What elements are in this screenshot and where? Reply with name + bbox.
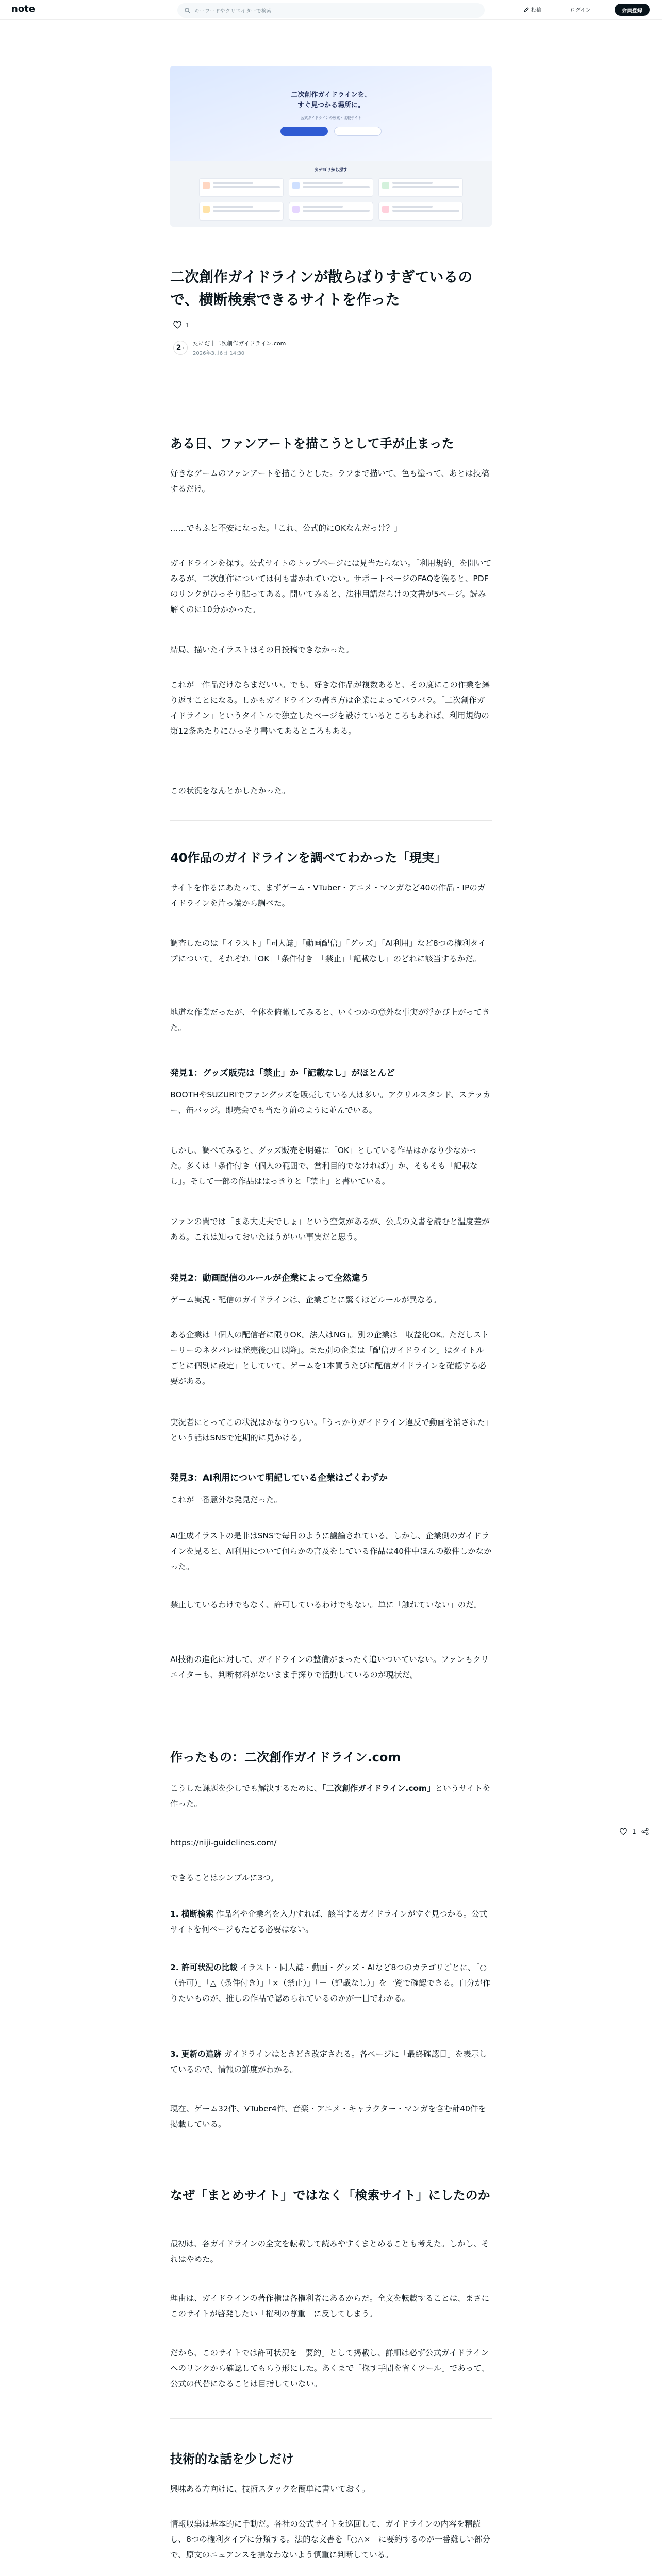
paragraph: BOOTHやSUZURIでファングッズを販売している人は多い。アクリルスタンド、ステッカー、缶バッジ。即売会でも当たり前のように並んでいる。: [170, 1090, 491, 1115]
publish-date: 2026年3月6日 14:30: [193, 351, 245, 357]
paragraph: 理由は、ガイドラインの著作権は各権利者にあるからだ。全文を転載することは、まさにこのサイトが啓発したい「権利の尊重」に反してしまう。: [170, 2294, 490, 2318]
hero-image: [170, 66, 492, 227]
section-heading: 作ったもの：二次創作ガイドライン.com: [170, 1750, 401, 1765]
paragraph: 現在、ゲーム32件、VTuber4件、音楽・アニメ・キャラクター・マンガを含む計40件を掲載している。: [170, 2104, 487, 2129]
hero-card: [289, 178, 373, 197]
heart-icon[interactable]: [620, 1828, 627, 1835]
feature-item: 3. 更新の追跡 ガイドラインはときどき改定される。各ページに「最終確認日」を表示しているので、情報の鮮度がわかる。: [170, 2049, 487, 2074]
paragraph: これが一番意外な発見だった。: [170, 1495, 283, 1504]
paragraph: AI生成イラストの是非はSNSで毎日のように議論されている。しかし、企業側のガイドラインを見ると、AI利用について何らかの言及をしている作品は40件中ほんの数件しかなかった。: [170, 1531, 492, 1571]
paragraph: 情報収集は基本的に手動だ。各社の公式サイトを巡回して、ガイドラインの内容を精読し、8つの権利タイプに分類する。法的な文書を「○△×」に要約するのが一番難しい部分で、原文のニュアンスを損なわないよう慎重に判断している。: [170, 2519, 491, 2560]
search-icon: [185, 8, 190, 13]
heart-icon[interactable]: [173, 321, 181, 329]
feature-item: 1. 横断検索 作品名や企業名を入力すれば、該当するガイドラインがすぐ見つかる。公式サイトを何ページもたどる必要はない。: [170, 1909, 488, 1934]
divider: [170, 820, 492, 821]
article-title: 二次創作ガイドラインが散らばりすぎているので、横断検索できるサイトを作った: [170, 268, 473, 308]
author-name[interactable]: たにだ｜二次創作ガイドライン.com: [193, 340, 286, 347]
section-heading: なぜ「まとめサイト」ではなく「検索サイト」にしたのか: [170, 2188, 490, 2202]
section-heading: ある日、ファンアートを描こうとして手が止まった: [170, 436, 454, 451]
site-url-link[interactable]: https://niji-guidelines.com/: [170, 1838, 277, 1848]
paragraph: サイトを作るにあたって、まずゲーム・VTuber・アニメ・マンガなど40の作品・IPのガイドラインを片っ端から調べた。: [170, 883, 486, 908]
login-link[interactable]: ログイン: [570, 8, 591, 13]
paragraph: しかし、調べてみると、グッズ販売を明確に「OK」としている作品はかなり少なかった。多くは「条件付き（個人の範囲で、営利目的でなければ）」か、そもそも「記載なし」。そして一部の作品ははっきりと「禁止」と書いている。: [170, 1146, 478, 1186]
hero-card: [378, 202, 463, 221]
avatar[interactable]: 2 +: [173, 341, 188, 355]
hero-card: [378, 178, 463, 197]
paragraph: ある企業は「個人の配信者に限りOK。法人はNG」。別の企業は「収益化OK。ただしストーリーのネタバレは発売後○日以降」。また別の企業は「配信ガイドライン」はタイトルごとに個別に設定」としていて、ゲームを1本買うたびに配信ガイドラインを確認する必要がある。: [170, 1330, 489, 1386]
hero-section-label: カテゴリから探す: [315, 167, 347, 172]
subsection-heading: 発見1：グッズ販売は「禁止」か「記載なし」がほとんど: [170, 1068, 395, 1078]
paragraph: ゲーム実況・配信のガイドラインは、企業ごとに驚くほどルールが異なる。: [170, 1295, 441, 1304]
like-area: [173, 321, 190, 329]
share-icon[interactable]: [641, 1828, 649, 1835]
search-input[interactable]: [177, 3, 485, 18]
paragraph: 最初は、各ガイドラインの全文を転載して読みやすくまとめることも考えた。しかし、それはやめた。: [170, 2239, 490, 2264]
hero-title-line1: 二次創作ガイドラインを、: [291, 91, 371, 99]
signup-button[interactable]: 会員登録: [615, 4, 650, 16]
pen-icon: [524, 7, 529, 12]
paragraph: だから、このサイトでは許可状況を「要約」として掲載し、詳細は必ず公式ガイドラインへのリンクから確認してもらう形にした。あくまで「探す手間を省くツール」であって、公式の代替になることは目指していない。: [170, 2348, 489, 2388]
hero-pill-secondary: [334, 127, 382, 136]
note-logo[interactable]: note: [11, 4, 35, 14]
subsection-heading: 発見3：AI利用について明記している企業はごくわずか: [170, 1473, 388, 1483]
paragraph: 地道な作業だったが、全体を俯瞰してみると、いくつかの意外な事実が浮かび上がってきた。: [170, 1008, 490, 1032]
feature-item: 2. 許可状況の比較 イラスト・同人誌・動画・グッズ・AIなど8つのカテゴリごとに、「○（許可）」「△（条件付き）」「×（禁止）」「－（記載なし）」を一覧で確認できる。自分が作りたいものが、推しの作品で認められているのかが一目でわかる。: [170, 1963, 491, 2003]
site-name: 「二次創作ガイドライン.com」: [322, 1784, 435, 1793]
floating-actions: [620, 1828, 649, 1835]
hero-card: [199, 178, 284, 197]
paragraph: 禁止しているわけでもなく、許可しているわけでもない。単に「触れていない」のだ。: [170, 1600, 482, 1609]
top-navigation-bar: [0, 0, 662, 20]
hero-category-grid: [199, 178, 463, 221]
paragraph: 興味ある方向けに、技術スタックを簡単に書いておく。: [170, 2484, 370, 2494]
paragraph: これが一作品だけならまだいい。でも、好きな作品が複数あると、その度にこの作業を繰り返すことになる。しかもガイドラインの書き方は企業によってバラバラ。「二次創作ガイドライン」というタイトルで独立したページを設けているところもあれば、利用規約の第12条あたりにひっそり書いてあるところもある。: [170, 680, 490, 736]
paragraph: 実況者にとってこの状況はかなりつらい。「うっかりガイドライン違反で動画を消された」という話はSNSで定期的に見かける。: [170, 1418, 489, 1443]
side-like-count: 1: [632, 1828, 636, 1835]
paragraph: 調査したのは「イラスト」「同人誌」「動画配信」「グッズ」「AI利用」など8つの権利タイプについて。それぞれ「OK」「条件付き」「禁止」「記載なし」のどれに該当するかだ。: [170, 939, 486, 963]
hero-card: [289, 202, 373, 221]
hero-title-line2: すぐ見つかる場所に。: [297, 101, 365, 109]
paragraph: この状況をなんとかしたかった。: [170, 786, 290, 795]
author-info[interactable]: [173, 339, 286, 357]
paragraph: できることはシンプルに3つ。: [170, 1873, 278, 1883]
divider: [170, 2418, 492, 2419]
post-label: 投稿: [531, 8, 541, 13]
paragraph: ファンの間では「まあ大丈夫でしょ」という空気があるが、公式の文書を読むと温度差がある。これは知っておいたほうがいい事実だと思う。: [170, 1217, 490, 1242]
paragraph: 好きなゲームのファンアートを描こうとした。ラフまで描いて、色も塗って、あとは投稿するだけ。: [170, 469, 489, 494]
paragraph: こうした課題を少しでも解決するために、「二次創作ガイドライン.com」というサイトを作った。: [170, 1784, 491, 1808]
hero-banner: [170, 66, 492, 161]
hero-pill-primary: [280, 127, 328, 136]
hero-subtitle: 公式ガイドラインの検索・比較サイト: [300, 116, 362, 120]
search-placeholder: キーワードやクリエイターで検索: [194, 8, 272, 14]
paragraph: ……でもふと不安になった。「これ、公式的にOKなんだっけ？」: [170, 523, 402, 533]
subsection-heading: 発見2：動画配信のルールが企業によって全然違う: [170, 1273, 369, 1283]
paragraph: 結局、描いたイラストはその日投稿できなかった。: [170, 645, 354, 654]
paragraph: AI技術の進化に対して、ガイドラインの整備がまったく追いついていない。ファンもクリエイターも、判断材料がないまま手探りで活動しているのが現状だ。: [170, 1655, 489, 1680]
like-count: 1: [186, 321, 190, 329]
section-heading: 技術的な話を少しだけ: [170, 2452, 294, 2466]
hero-card: [199, 202, 284, 221]
paragraph: ガイドラインを探す。公式サイトのトップページには見当たらない。「利用規約」を開いてみるが、二次創作については何も書かれていない。サポートページのFAQを漁ると、PDFのリンクがひっそり貼ってある。開いてみると、法律用語だらけの文書が5ページ。読み解くのに10分かかった。: [170, 558, 492, 614]
section-heading: 40作品のガイドラインを調べてわかった「現実」: [170, 851, 446, 865]
post-button[interactable]: [524, 6, 541, 13]
